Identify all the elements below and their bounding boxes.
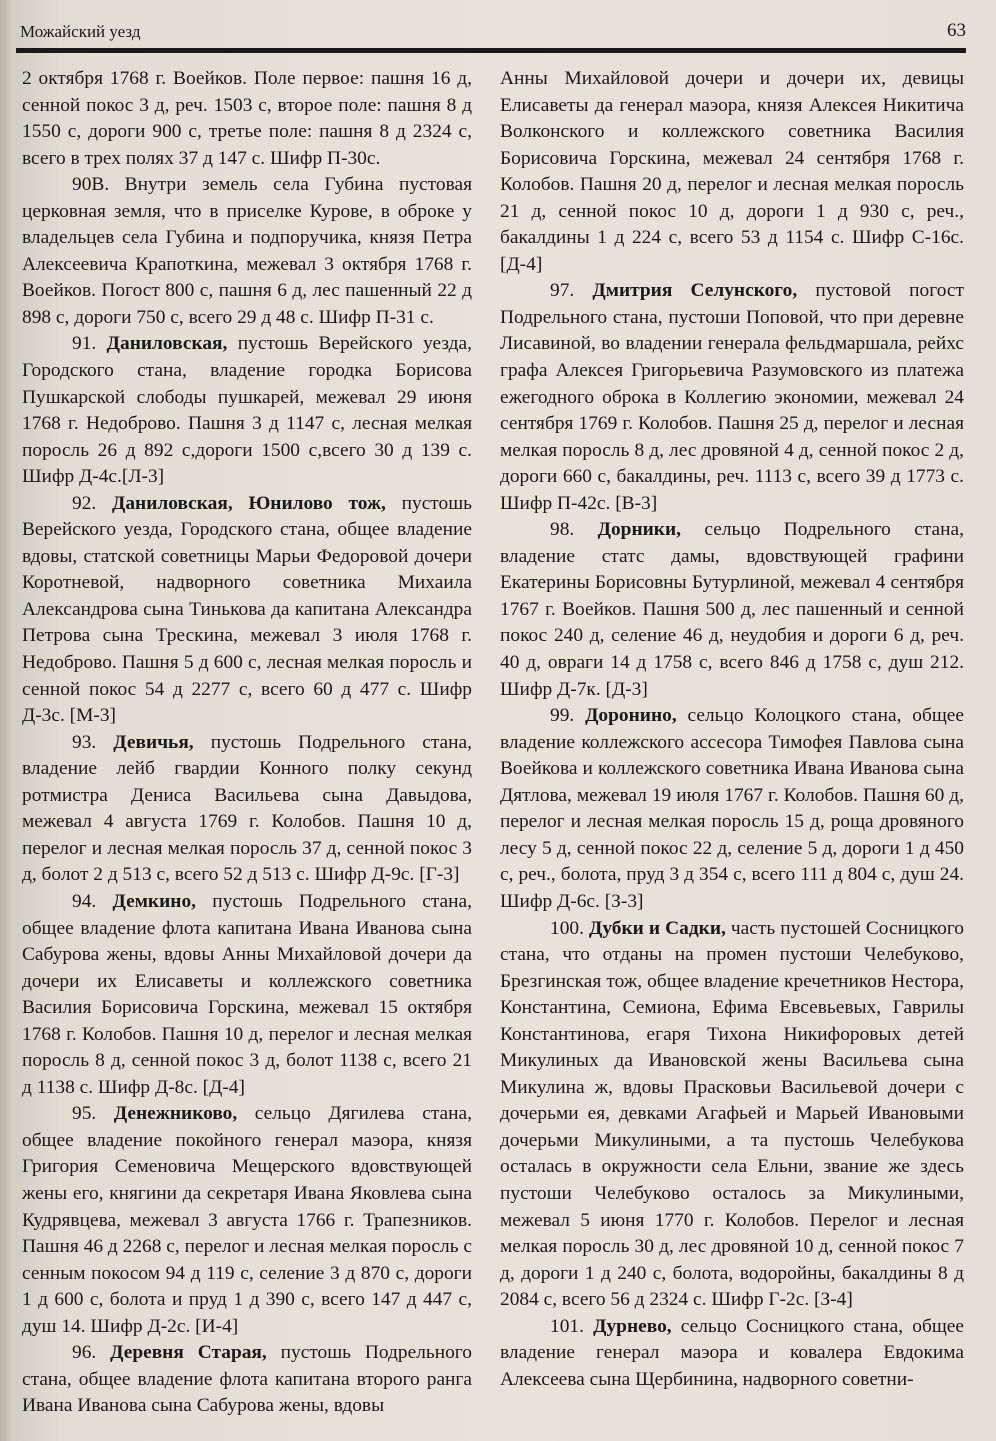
left-column xyxy=(22,66,472,1420)
entry-number: 99. xyxy=(550,705,575,727)
entry-90v: 90В. Внутри земель села Губина пустовая церковная земля, что в приселке Курове, в оброке у владельцев села Губина и подпоручика, князя Петра Алексеевича Крапоткина, межевал 3 октября 1768 г. Воейков. Погост 800 с, пашня 6 д, лес пашенный 22 д 898 с, дороги 750 с, всего 29 д 48 с. Шифр П-31 с. xyxy=(22,174,472,328)
entry-text: сельцо Дягилева стана, общее владение покойного генерал маэора, князя Григория Семеновича Мещерского вдовствующей жены его, княгини да секретаря Ивана Яковлева сына Кудрявцева, межевал 3 августа 1766 г. Трапезников. Пашня 46 д 2268 с, перелог и лесная мелкая поросль с сенным покосом 94 д 119 с, селение 3 д 870 с, дороги 1 д 600 с, болота и пруд 1 д 390 с, всего 147 д 447 с, душ 14. Шифр Д-2с. [И-4] xyxy=(22,1103,472,1337)
entry-text: пустошь Подрельного стана, владение лейб гвардии Конного полку секунд ротмистра Дениса Васильева сына Давыдова, межевал 4 августа 1769 г. Колобов. Пашня 10 д, перелог и лесная мелкая поросль 37 д, сенной покос 3 д, болот 2 д 513 с, всего 52 д 513 с. Шифр Д-9с. [Г-3] xyxy=(22,731,472,886)
entry-93 xyxy=(22,730,472,889)
entry-text: пустошь Верейского уезда, Городского стана, общее владение вдовы, статской советницы Марьи Федоровой дочери Коротневой, надворного советника Михаила Александрова сына Тинькова да капитана Александра Петрова сына Трескина, межевал 3 июля 1768 г. Недоброво. Пашня 5 д 600 с, лесная мелкая поросль и сенной покос 54 д 2277 с, всего 60 д 477 с. Шифр Д-3с. [М-3] xyxy=(22,492,472,727)
entry-heading: Деревня Старая, xyxy=(110,1342,267,1364)
entry-100 xyxy=(500,916,964,1314)
page-header xyxy=(16,18,966,48)
page-gutter xyxy=(0,0,14,1441)
entry-heading: Денежниково, xyxy=(113,1103,238,1125)
page-number: 63 xyxy=(947,20,966,41)
entry-95 xyxy=(22,1101,472,1340)
entry-number: 93. xyxy=(72,731,97,753)
entry-number: 95. xyxy=(72,1103,97,1125)
entry-99 xyxy=(500,703,964,915)
entry-92 xyxy=(22,491,472,730)
entry-94 xyxy=(22,889,472,1101)
entry-number: 92. xyxy=(72,492,97,514)
entry-number: 96. xyxy=(72,1342,97,1364)
entry-number: 98. xyxy=(550,519,575,541)
entry-98 xyxy=(500,517,964,703)
running-title: Можайский уезд xyxy=(20,22,141,41)
entry-text: пустошь Верейского уезда, Городского стана, владение городка Борисова Пушкарской слободы пушкарей, межевал 29 июня 1768 г. Недоброво. Пашня 3 д 1147 с, лесная мелкая поросль 26 д 892 с,дороги 1500 с,всего 30 д 139 с. Шифр Д-4с.[Л-3] xyxy=(22,333,472,488)
entry-text: пустошь Подрельного стана, общее владение флота капитана Ивана Иванова сына Сабурова жены, вдовы Анны Михайловой дочери да дочери их Елисаветы и коллежского советника Василия Борисовича Горскина, межевал 15 октября 1768 г. Колобов. Пашня 10 д, перелог и лесная мелкая поросль 8 д, сенной покос 3 д, болот 1138 с, всего 21 д 1138 с. Шифр Д-8с. [Д-4] xyxy=(22,890,472,1098)
entry-heading: Дорники, xyxy=(597,519,681,541)
entry-number: 97. xyxy=(550,280,575,302)
entry-heading: Дубки и Садки, xyxy=(589,917,726,939)
entry-96 xyxy=(22,1340,472,1420)
entry-text: пустошь Подрельного стана, общее владение флота капитана второго ранга Ивана Иванова сына Сабурова жены, вдовы xyxy=(22,1342,472,1417)
entry-text: сельцо Колоцкого стана, общее владение коллежского ассесора Тимофея Павлова сына Воейкова и коллежского советника Ивана Иванова сына Дятлова, межевал 19 июля 1767 г. Колобов. Пашня 60 д, перелог и лесная мелкая поросль 15 д, роща дровяного лесу 5 д, сенной покос 22 д, селение 5 д, дороги 1 д 450 с, реч., болота, пруд 3 д 354 с, всего 111 д 804 с, душ 24. Шифр Д-6с. [З-3] xyxy=(500,705,964,912)
entry-number: 100. xyxy=(550,917,584,939)
entry-number: 91. xyxy=(72,333,97,355)
header-rule xyxy=(16,48,966,53)
entry-text: пустовой погост Подрельного стана, пустоши Поповой, что при деревне Лисавиной, во владении генерала фельдмаршала, рейхс графа Алексея Григорьевича Разумовского из платежа ежегодного оброка в Коллегию экономии, межевал 24 сентября 1769 г. Колобов. Пашня 25 д, перелог и лесная мелкая поросль 8 д, лес дровяной 4 д, сенной покос 2 д, дороги 660 с, бакалдины, реч. 1113 с, всего 39 д 1773 с. Шифр П-42с. [В-3] xyxy=(500,280,964,514)
entry-text: сельцо Подрельного стана, владение статс дамы, вдовствующей графини Екатерины Борисовны Бутурлиной, межевал 4 сентября 1767 г. Воейков. Пашня 500 д, лес пашенный и сенной покос 240 д, селение 46 д, неудобия и дороги 6 д, реч. 40 д, овраги 14 д 1758 с, всего 846 д 1758 с, душ 212. Шифр Д-7к. [Д-3] xyxy=(500,519,964,700)
entry-heading: Демкино, xyxy=(112,890,196,912)
entry-heading: Даниловская, xyxy=(106,333,228,355)
entry-heading: Девичья, xyxy=(113,731,194,753)
entry-number: 94. xyxy=(72,890,97,912)
right-column xyxy=(500,66,964,1393)
entry-heading: Доронино, xyxy=(585,705,677,727)
entry-number: 101. xyxy=(550,1315,584,1337)
entry-97 xyxy=(500,278,964,517)
entry-text: сельцо Сосницкого стана, общее владение генерал маэора и ковалера Евдокима Алексеева сына Щербинина, надворного советни- xyxy=(500,1315,964,1390)
entry-91 xyxy=(22,331,472,490)
continuation-paragraph: Анны Михайловой дочери и дочери их, девицы Елисаветы да генерал маэора, князя Алексея Никитича Волконского и коллежского советника Василия Борисовича Горскина, межевал 24 сентября 1768 г. Колобов. Пашня 20 д, перелог и лесная мелкая поросль 21 д, сенной покос 10 д, дороги 1 д 930 с, реч., бакалдины 1 д 224 с, всего 53 д 1154 с. Шифр С-16с. [Д-4] xyxy=(500,68,964,275)
entry-101 xyxy=(500,1314,964,1394)
entry-text: часть пустошей Сосницкого стана, что отданы на промен пустоши Челебуково, Брезгинская тож, общее владение кречетников Нестора, Константина, Семиона, Ефима Евсевьевых, Гаврилы Константинова, егаря Тихона Никифоровых детей Микулиных да Ивановской жены Васильева сына Микулина ж, вдовы Прасковьи Васильевой дочери с дочерьми ея, девками Агафьей и Марьей Ивановыми дочерьми Микулиными, а та пустошь Челебукова осталась в окружности села Ельни, звание же здесь пустоши Челебуково осталось за Микулиными, межевал 5 июня 1770 г. Колобов. Перелог и лесная мелкая поросль 30 д, лес дровяной 10 д, сенной покос 7 д, дороги 1 д 240 с, болота, водоройны, бакалдины 8 д 2084 с, всего 56 д 2324 с. Шифр Г-2с. [З-4] xyxy=(500,917,965,1311)
entry-heading: Даниловская, Юнилово тож, xyxy=(112,492,386,514)
entry-heading: Дурнево, xyxy=(593,1315,672,1337)
continuation-paragraph: 2 октября 1768 г. Воейков. Поле первое: пашня 16 д, сенной покос 3 д, реч. 1503 с, второе поле: пашня 8 д 1550 с, дороги 900 с, третье поле: пашня 8 д 2324 с, всего в трех полях 37 д 147 с. Шифр П-30с. xyxy=(22,68,472,169)
entry-heading: Дмитрия Селунского, xyxy=(592,280,798,302)
